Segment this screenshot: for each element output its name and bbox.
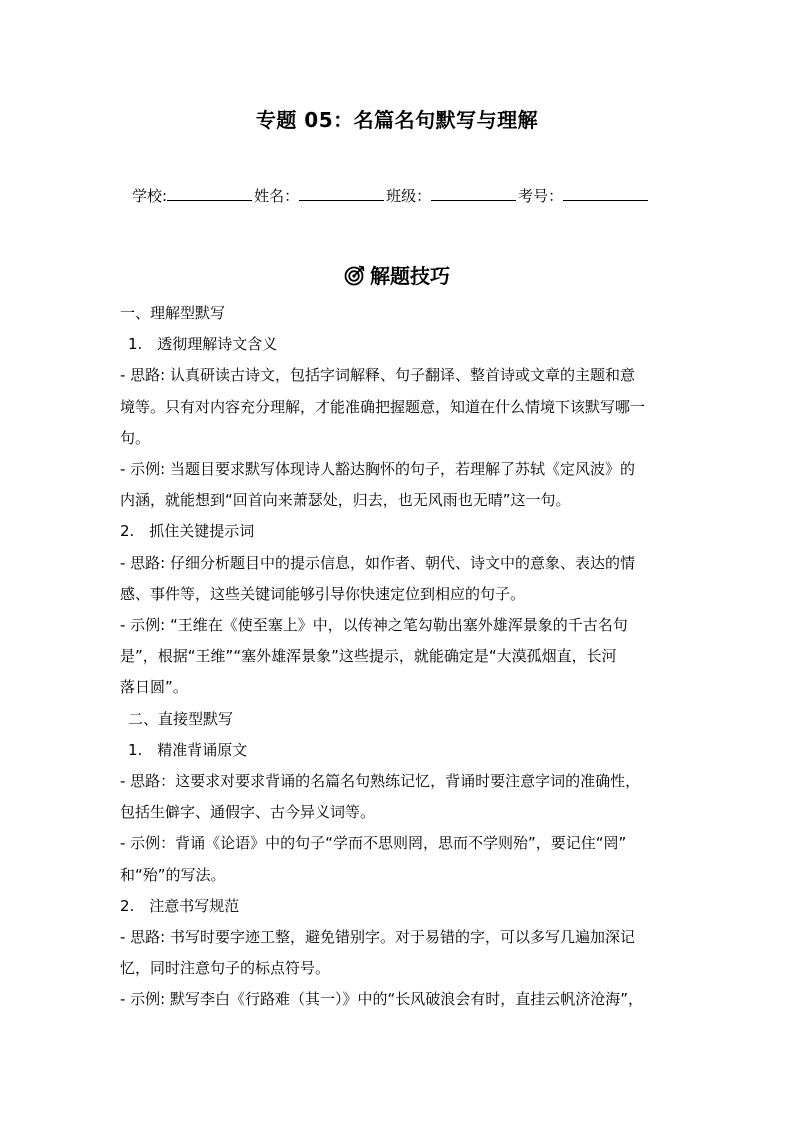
text-line: - 思路：这要求对要求背诵的名篇名句熟练记忆，背诵时要注意字词的准确性， (120, 772, 641, 791)
student-info-line (132, 185, 692, 206)
subheading-2: 2. 注意书写规范 (120, 896, 240, 915)
subheading-2: 2. 抓住关键提示词 (120, 522, 255, 541)
text-line: 包括生僻字、通假字、古今异义词等。 (120, 803, 376, 822)
text-line: - 示例：背诵《论语》中的句子“学而不思则罔，思而不学则殆”，要记住“罔” (120, 834, 627, 853)
text-line: - 思路: 仔细分析题目中的提示信息，如作者、朝代、诗文中的意象、表达的情 (120, 553, 636, 572)
body-content (120, 298, 686, 1016)
text-line: - 思路: 书写时要字迹工整，避免错别字。对于易错的字，可以多写几遍加深记 (120, 928, 636, 947)
class-blank (431, 186, 516, 201)
text-line: 境等。只有对内容充分理解，才能准确把握题意，知道在什么情境下该默写哪一 (120, 397, 646, 416)
target-icon (344, 264, 366, 286)
school-label: 学校: (132, 187, 168, 205)
text-line: - 思路: 认真研读古诗文，包括字词解释、句子翻译、整首诗或文章的主题和意 (120, 366, 636, 385)
heading-direct: 二、直接型默写 (128, 709, 234, 728)
name-label: 姓名： (254, 187, 300, 205)
text-line: 感、事件等，这些关键词能够引导你快速定位到相应的句子。 (120, 584, 526, 603)
text-line: 是”，根据“王维”“塞外雄浑景象”这些提示，就能确定是“大漠孤烟直，长河 (120, 647, 617, 666)
section-heading (0, 260, 794, 289)
text-line: - 示例: “王维在《使至塞上》中，以传神之笔勾勒出塞外雄浑景象的千古名句 (120, 616, 628, 635)
exam-no-blank (563, 186, 648, 201)
class-label: 班级： (386, 187, 432, 205)
text-line: - 示例: 默写李白《行路难（其一）》中的“长风破浪会有时，直挂云帆济沧海”， (120, 990, 644, 1009)
text-line: 和“殆”的写法。 (120, 865, 226, 884)
name-blank (299, 186, 384, 201)
text-line: 落日圆”。 (120, 678, 188, 697)
school-blank (167, 186, 252, 201)
text-line: 忆，同时注意句子的标点符号。 (120, 959, 331, 978)
subheading-1: 1. 精准背诵原文 (128, 740, 248, 759)
exam-no-label: 考号： (518, 187, 564, 205)
section-heading-text: 解题技巧 (370, 264, 450, 288)
subheading-1: 1. 透彻理解诗文含义 (128, 335, 278, 354)
text-line: - 示例: 当题目要求默写体现诗人豁达胸怀的句子，若理解了苏轼《定风波》的 (120, 460, 636, 479)
heading-understanding: 一、理解型默写 (120, 304, 226, 322)
document-title: 专题 05：名篇名句默写与理解 (255, 108, 539, 132)
text-line: 内涵，就能想到“回首向来萧瑟处，归去，也无风雨也无晴”这一句。 (120, 491, 571, 510)
text-line: 句。 (120, 428, 151, 447)
